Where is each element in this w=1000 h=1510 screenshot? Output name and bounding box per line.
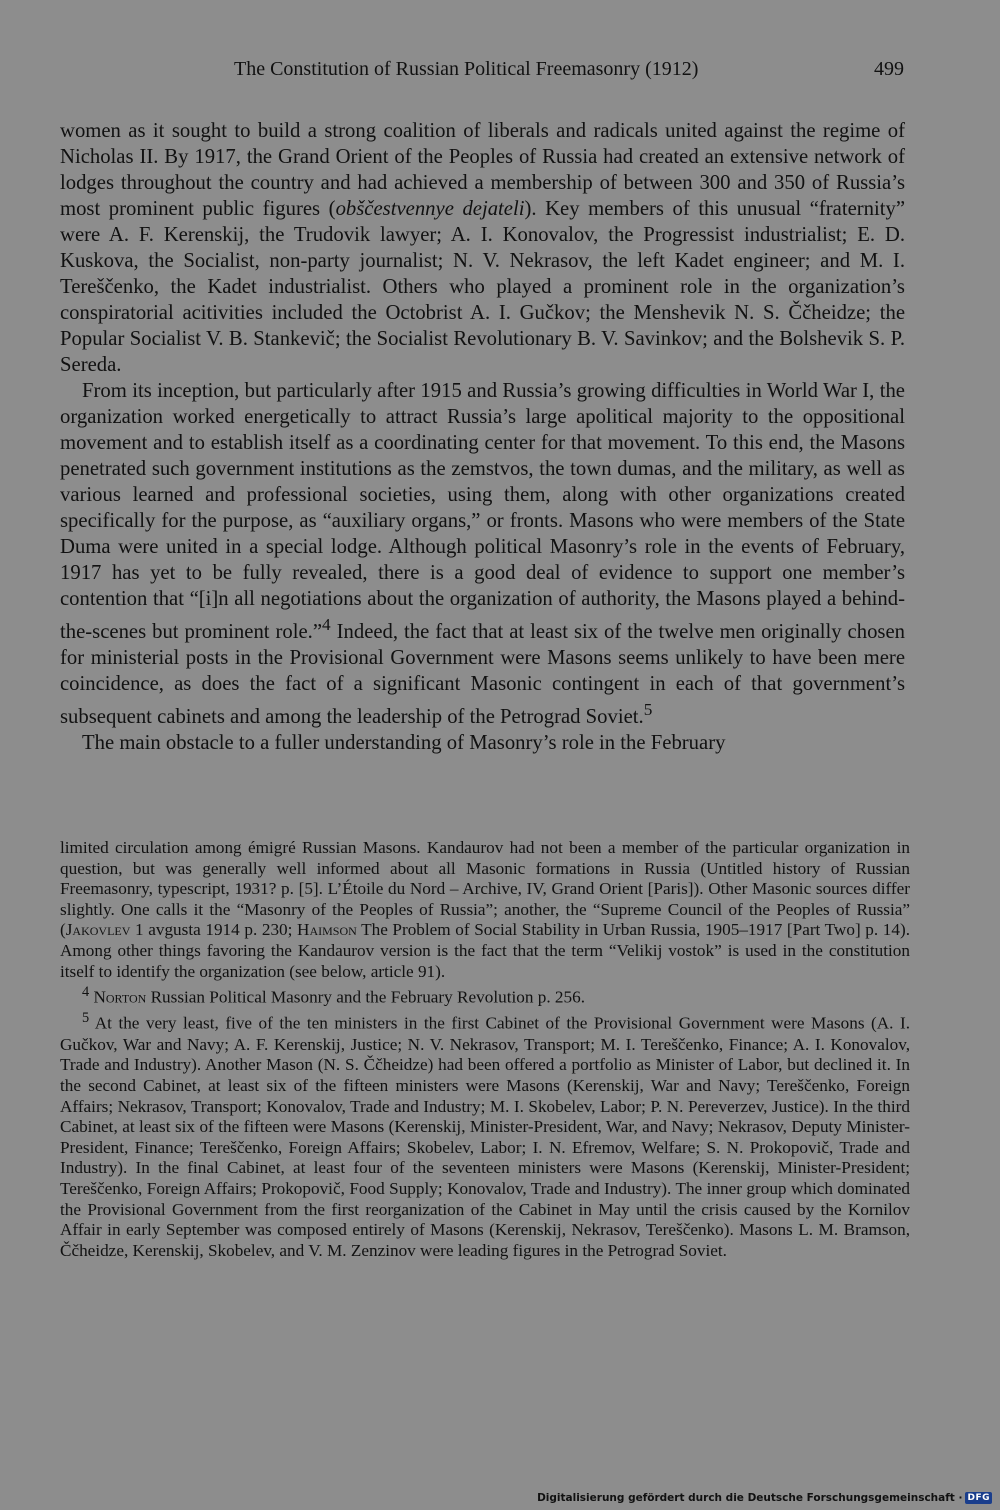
- paragraph-1-text-b: ). Key members of this unusual “fraternity” were A. F. Kerenskij, the Trudovik lawyer; A. I. Konovalov, the Progressist industrialist; E. D. Kuskova, the Socialist, non-party journalist; N. V. Nekrasov, the left Kadet engineer; and M. I. Tereščenko, the Kadet industrialist. Others who played a prominent role in the organization’s conspiratorial acitivities included the Octobrist A. I. Gučkov; the Menshevik N. S. Ččheidze; the Popular Socialist V. B. Stankevič; the Socialist Revolutionary B. V. Savinkov; and the Bolshevik S. P. Sereda.: [60, 198, 906, 376]
- author-norton: Norton: [93, 987, 147, 1007]
- footnote-continued: [60, 838, 910, 982]
- running-head: [60, 58, 904, 88]
- digitization-credit: [537, 1492, 992, 1504]
- footnote-4: [60, 982, 910, 1008]
- footnote-5-number: 5: [82, 1010, 90, 1027]
- running-title: The Constitution of Russian Political Freemasonry (1912): [234, 58, 699, 80]
- page-number: 499: [874, 58, 904, 80]
- body-text: [60, 118, 905, 756]
- paragraph-3: The main obstacle to a fuller understanding of Masonry’s role in the February: [82, 731, 726, 754]
- footnote-continued-text-a: limited circulation among émigré Russian Masons. Kandaurov had not been a member of the particular organization in question, but was generally well informed about all Masonic formations in Russia (Untitled history of Russian Freemasonry, typescript, 1931? p. [5]. L’Étoile du Nord – Archive, IV, Grand Orient [Paris]). Other Masonic sources differ slightly. One calls it the “Masonry of the Peoples of Russia”; another, the “Supreme Council of the Peoples of Russia” (: [60, 838, 910, 940]
- paragraph-2-text-a: From its inception, but particularly after 1915 and Russia’s growing difficulties in World War I, the organization worked energetically to attract Russia’s large apolitical majority to the oppositional movement and to establish itself as a coordinating center for that movement. To this end, the Masons penetrated such government institutions as the zemstvos, the town dumas, and the military, as well as various learned and professional societies, using them, along with other organizations created specifically for the purpose, as “auxiliary organs,” or fronts. Masons who were members of the State Duma were united in a special lodge. Although political Masonry’s role in the events of February, 1917 has yet to be fully revealed, there is a good deal of evidence to support one member’s contention that “[i]n all negotiations about the organization of authority, the Masons played a behind-the-scenes but prominent role.”: [60, 380, 905, 643]
- footnote-5: [60, 1008, 910, 1261]
- dfg-logo: DFG: [967, 1493, 990, 1503]
- footnote-4-number: 4: [82, 984, 90, 1001]
- footnote-ref-5[interactable]: 5: [643, 699, 653, 719]
- paragraph-1: [60, 118, 905, 378]
- paragraph-2: [60, 378, 905, 730]
- digitization-credit-text: Digitalisierung gefördert durch die Deutsche Forschungsgemeinschaft ·: [537, 1492, 963, 1504]
- footnote-continued-text-c: The Problem of Social Stability in Urban Russia, 1905–1917 [Part Two] p. 14). Among other things favoring the Kandaurov version is the fact that the term “Velikij vostok” is used in the constitution itself to identify the organization (see below, article 91).: [60, 920, 910, 981]
- footnote-continued-text-b: 1 avgusta 1914 p. 230;: [130, 920, 298, 940]
- footnote-ref-4[interactable]: 4: [322, 615, 331, 634]
- footnotes: [60, 838, 910, 1261]
- paragraph-1-text-a: women as it sought to build a strong coalition of liberals and radicals united against the regime of Nicholas II. By 1917, the Grand Orient of the Peoples of Russia had created an extensive network of lodges throughout the country and had achieved a membership of between 300 and 350 of Russia’s most prominent public figures (: [60, 120, 905, 220]
- author-haimson: Haimson: [297, 920, 357, 940]
- russian-term: obščestvennye dejateli: [335, 198, 525, 220]
- author-jakovlev: Jakovlev: [65, 920, 131, 940]
- paragraph-2-text-b: Indeed, the fact that at least six of the twelve men originally chosen for ministerial posts in the Provisional Government were Masons seems unlikely to have been mere coincidence, as does the fact of a significant Masonic contingent in each of that government’s subsequent cabinets and among the leadership of the Petrograd Soviet.: [60, 620, 906, 728]
- footnote-4-text: Russian Political Masonry and the February Revolution p. 256.: [146, 987, 585, 1007]
- footnote-5-text: At the very least, five of the ten ministers in the first Cabinet of the Provisional Government were Masons (A. I. Gučkov, War and Navy; A. F. Kerenskij, Justice; N. V. Nekrasov, Transport; M. I. Tereščenko, Finance; A. I. Konovalov, Trade and Industry). Another Mason (N. S. Ččheidze) had been offered a portfolio as Minister of Labor, but declined it. In the second Cabinet, at least six of the fifteen ministers were Masons (Kerenskij, War and Navy; Tereščenko, Foreign Affairs; Nekrasov, Transport; Konovalov, Trade and Industry; M. I. Skobelev, Labor; P. N. Pereverzev, Justice). In the third Cabinet, at least six of the fifteen were Masons (Kerenskij, Minister-President, War, and Navy; Nekrasov, Deputy Minister-President, Finance; Tereščenko, Foreign Affairs; Skobelev, Labor; I. N. Efremov, Welfare; S. N. Prokopovič, Trade and Industry). In the final Cabinet, at least four of the seventeen ministers were Masons (Kerenskij, Minister-President; Tereščenko, Foreign Affairs; Prokopovič, Food Supply; Konovalov, Trade and Industry). The inner group which dominated the Provisional Government from the first reorganization of the Cabinet in May until the crisis caused by the Kornilov Affair in early September was composed entirely of Masons (Kerenskij, Nekrasov, Tereščenko). Masons L. M. Bramson, Ččheidze, Kerenskij, Skobelev, and V. M. Zenzinov were leading figures in the Petrograd Soviet.: [60, 1014, 910, 1260]
